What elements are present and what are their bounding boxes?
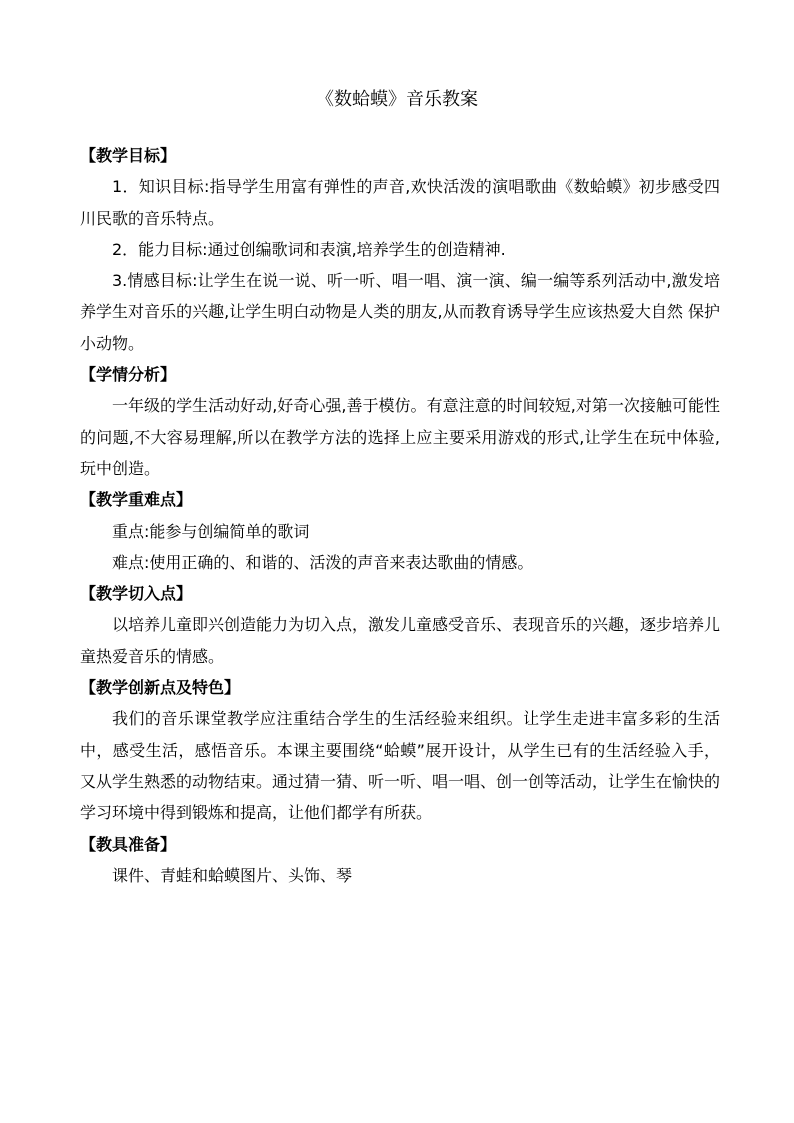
section-heading: 【教具准备】 [80,834,177,854]
section-learner-analysis [80,359,720,484]
section-heading: 【教学目标】 [80,146,177,165]
section-entry-point [80,578,720,672]
teaching-aids-list: 课件、青蛙和蛤蟆图片、头饰、琴 [112,865,353,885]
learner-analysis-text: 一年级的学生活动好动,好奇心强,善于模仿。有意注意的时间较短,对第一次接触可能性的问题,不大容易理解,所以在教学方法的选择上应主要采用游戏的形式,让学生在玩中体验,玩中创造。 [80,396,720,478]
section-heading: 【教学重难点】 [80,490,193,510]
section-teaching-aids [80,829,720,892]
section-heading: 【教学切入点】 [80,584,193,604]
section-innovation [80,672,720,828]
key-point: 重点:能参与创编简单的歌词 [112,521,310,541]
section-heading: 【学情分析】 [80,365,177,385]
document-title: 《数蛤蟆》音乐教案 [316,89,478,110]
objective-knowledge: 1．知识目标:指导学生用富有弹性的声音,欢快活泼的演唱歌曲《数蛤蟆》初步感受四川民歌的音乐特点。 [80,177,720,228]
innovation-text: 我们的音乐课堂教学应注重结合学生的生活经验来组织。让学生走进丰富多彩的生活中，感受生活，感悟音乐。本课主要围绕“蛤蟆”展开设计，从学生已有的生活经验入手，又从学生熟悉的动物结束。通过猜一猜、听一听、唱一唱、创一创等活动，让学生在愉快的学习环境中得到锻炼和提高，让他们都学有所获。 [80,709,721,823]
document-body [80,140,720,891]
objective-ability: 2．能力目标:通过创编歌词和表演,培养学生的创造精神. [112,239,506,259]
objective-emotion: 3.情感目标:让学生在说一说、听一听、唱一唱、演一演、编一编等系列活动中,激发培养学生对音乐的兴趣,让学生明白动物是人类的朋友,从而教育诱导学生应该热爱大自然 保护小动物。 [80,271,720,353]
entry-point-text: 以培养儿童即兴创造能力为切入点，激发儿童感受音乐、表现音乐的兴趣，逐步培养儿童热爱音乐的情感。 [80,615,721,666]
section-heading: 【教学创新点及特色】 [80,678,241,698]
section-key-points [80,484,720,578]
difficult-point: 难点:使用正确的、和谐的、活泼的声音来表达歌曲的情感。 [112,552,534,572]
section-teaching-objectives [80,140,720,359]
